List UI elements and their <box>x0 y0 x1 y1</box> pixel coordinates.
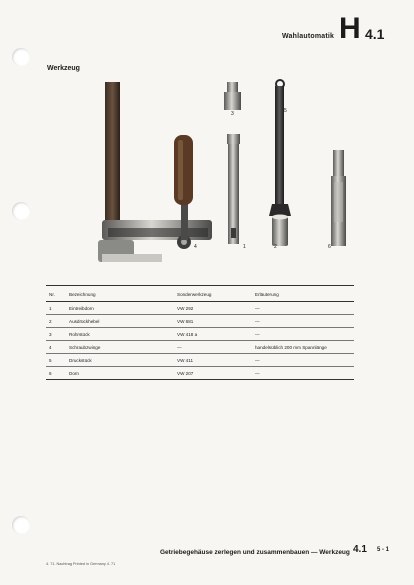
table-cell: — <box>174 341 252 354</box>
section-letter: H <box>339 12 361 45</box>
table-cell: 5 <box>46 354 66 367</box>
pressure-piece-tool <box>272 215 288 247</box>
pry-lever-tool <box>269 80 291 216</box>
table-cell: Dorn <box>66 367 174 380</box>
table-row <box>46 315 354 328</box>
table-cell: Druckstück <box>66 354 174 367</box>
table-cell: handelsüblich 200 mm Spannlänge <box>252 341 354 354</box>
table-cell: VW 292 <box>174 302 252 315</box>
table-cell: Eintreibdorn <box>66 302 174 315</box>
table-cell: 2 <box>46 315 66 328</box>
section-label: Wahlautomatik <box>282 33 335 40</box>
callout-label: 4 <box>194 244 197 250</box>
callout-label: 6 <box>328 244 331 250</box>
table-row <box>46 328 354 341</box>
column-header: Sonderwerkzeug <box>174 286 252 302</box>
table-row <box>46 354 354 367</box>
drift-punch-tool <box>227 134 240 244</box>
tool-photo <box>88 78 358 273</box>
tool-table <box>46 285 354 380</box>
footer-title: Getriebegehäuse zerlegen und zusammenbauen — Werkzeug <box>160 549 350 556</box>
table-cell: — <box>252 302 354 315</box>
section-number: 4.1 <box>365 26 385 42</box>
callout-label: 5 <box>284 108 287 114</box>
table-row <box>46 367 354 380</box>
table-header-row <box>46 286 354 302</box>
footer-section-number: 4.1 <box>353 544 367 555</box>
table-cell: — <box>252 315 354 328</box>
tool-photo-drawing <box>88 78 358 273</box>
clamp-tool <box>98 82 212 262</box>
table-cell: Ausdrückhebel <box>66 315 174 328</box>
page-title: Werkzeug <box>47 65 80 72</box>
tube-piece-tool <box>224 82 241 110</box>
punch-hole <box>12 516 30 534</box>
table-row <box>46 302 354 315</box>
table-cell: Rohrstück <box>66 328 174 341</box>
table-cell: Schraubzwinge <box>66 341 174 354</box>
column-header: Nr. <box>46 286 66 302</box>
table-cell: VW 207 <box>174 367 252 380</box>
table-cell: — <box>252 354 354 367</box>
table-cell: VW 411 <box>174 354 252 367</box>
footer-print-note: 4. 71. Nachtrag Printed in Germany 4. 71 <box>46 562 116 566</box>
table-cell: — <box>252 328 354 341</box>
mandrel-tool <box>331 150 346 246</box>
table-cell: 1 <box>46 302 66 315</box>
table-cell: 3 <box>46 328 66 341</box>
punch-hole <box>12 202 30 220</box>
callout-label: 1 <box>243 244 246 250</box>
table-cell: 6 <box>46 367 66 380</box>
table-cell: VW 418 a <box>174 328 252 341</box>
table-cell: VW 681 <box>174 315 252 328</box>
table-cell: 4 <box>46 341 66 354</box>
punch-hole <box>12 48 30 66</box>
callout-label: 3 <box>231 111 234 117</box>
table-row <box>46 341 354 354</box>
column-header: Bezeichnung <box>66 286 174 302</box>
table-cell: — <box>252 367 354 380</box>
footer-page-number: 5 - 1 <box>377 547 390 553</box>
column-header: Erläuterung <box>252 286 354 302</box>
callout-label: 2 <box>274 244 277 250</box>
